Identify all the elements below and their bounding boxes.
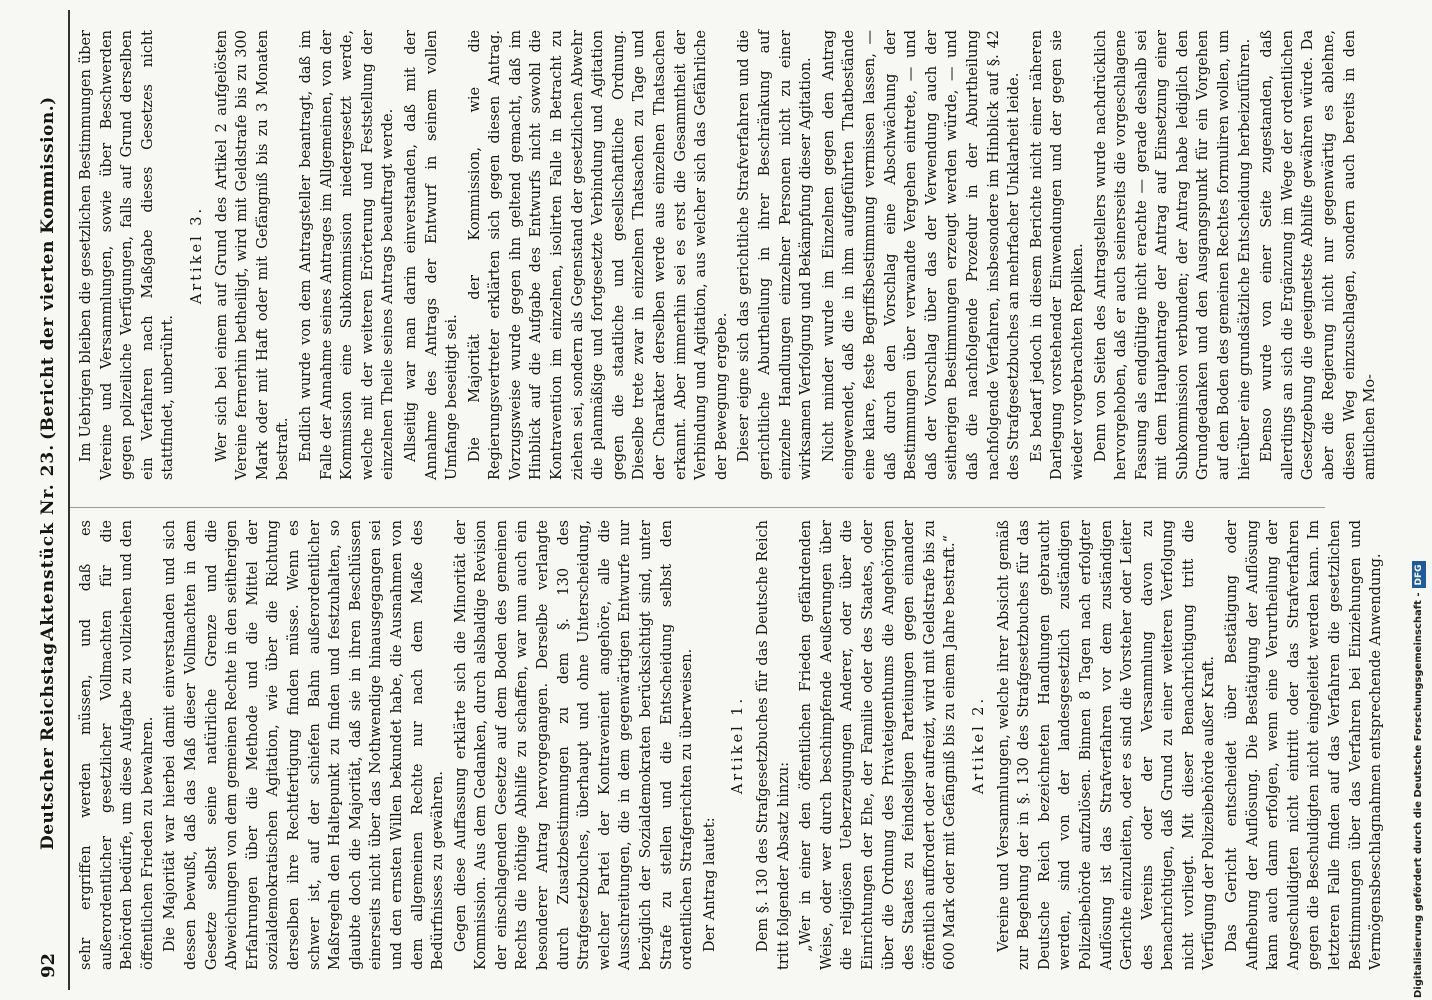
paragraph: Wer sich bei einem auf Grund des Artikel 2 aufgelösten Vereine fernerhin betheiligt, wird mit Geldstrafe bis zu 300 Mark oder mit Haft oder mit Gefängniß bis zu 3 Monaten bestraft. — [213, 30, 292, 480]
column-divider — [70, 507, 1325, 508]
paragraph: Gegen diese Auffassung erklärte sich die Minorität der Kommission. Aus dem Gedanken, durch alsbaldige Revision der einschlagenden Gesetze auf dem Boden des gemeinen Rechts die nöthige Abhilfe zu schaffen, war nun auch ein besonderer Antrag hervorgegangen. Derselbe verlangte durch Zusatzbestimmungen zu dem §. 130 des Strafgesetzbuches, überhaupt und ohne Unterscheidung, welcher Partei der Kontravenient angehöre, alle die Ausschreitungen, die in dem gegenwärtigen Entwurfe nur bezüglich der Sozialdemokraten berücksichtigt sind, unter Strafe zu stellen und die Entscheidung selbst den ordentlichen Strafgerichten zu überweisen. — [452, 520, 696, 970]
article-heading: Artikel 3. — [188, 205, 205, 305]
paragraph: Endlich wurde von dem Antragsteller beantragt, daß im Falle der Annahme seines Antrages im Allgemeinen, von der Kommission eine Subkommission niedergesetzt werde, welche mit der weiteren Erörterung und Feststellung der einzelnen Theile seines Antrags beauftragt werde. — [297, 30, 397, 480]
paragraph: Dieser eigne sich das gerichtliche Strafverfahren und die gerichtliche Aburtheilung in ihrer Beschränkung auf einzelne Handlungen einzelner Personen nicht zu einer wirksamen Verfolgung und Bekämpfung dieser Agitation. — [736, 30, 815, 480]
paragraph: sehr ergriffen werden müssen, und daß es außerordentlicher gesetzlicher Vollmachten für die Behörden bedürfe, um diese Aufgabe zu vollziehen und den öffentlichen Frieden zu bewahren. — [78, 520, 156, 970]
paragraph: Ebenso wurde von einer Seite zugestanden, daß allerdings an sich die Ergänzung im Wege der ordentlichen Gesetzgebung die geeignetste Abhilfe gewähren würde. Da aber die Regierung nicht nur gegenwärtig es ablehne, diesen Weg einzuschlagen, sondern auch bereits in den amtlichen Mo- — [1259, 30, 1379, 480]
paragraph: Das Gericht entscheidet über Bestätigung oder Aufhebung der Auflösung. Die Bestätigung der Auflösung kann auch dann erfolgen, wenn eine Verurtheilung der Angeschuldigten nicht eintritt oder das Strafverfahren gegen die Beschuldigten nicht eingeleitet werden kann. Im letzteren Falle finden auf das Verfahren die gesetzlichen Bestimmungen über das Verfahren bei Einziehungen und Vermögensbeschlagnahmen entsprechende Anwendung. — [1224, 520, 1385, 970]
paragraph: Denn von Seiten des Antragstellers wurde nachdrücklich hervorgehoben, daß er auch seinerseits die vorgeschlagene Fassung als endgültige nicht erachte — gerade deshalb sei mit dem Hauptantrage der Antrag auf Einsetzung einer Subkommission verbunden; der Antrag habe lediglich den Grundgedanken und den Ausgangspunkt für ein Vorgehen auf dem Boden des gemeinen Rechtes formuliren wollen, um hierüber eine grundsätzliche Entscheidung herbeizuführen. — [1092, 30, 1253, 480]
page-number: 92 — [38, 952, 59, 978]
credit-text: Digitalisierung gefördert durch die Deutsche Forschungsgemeinschaft - — [1413, 592, 1424, 998]
right-column — [76, 30, 1383, 480]
paragraph: Vereine und Versammlungen, welche ihrer Absicht gemäß zur Begehung der in §. 130 des Strafgesetzbuches für das Deutsche Reich bezeichneten Handlungen gebraucht werden, sind von der landesgesetzlich zuständigen Polizeibehörde aufzulösen. Binnen 8 Tagen nach erfolgter Auflösung ist das Strafverfahren vor dem zuständigen Gerichte einzuleiten, oder es sind die Vorsteher oder Leiter des Vereins oder der Versammlung davon zu benachrichtigen, daß Grund zu einer weiteren Verfolgung nicht vorliegt. Mit dieser Benachrichtigung tritt die Verfügung der Polizeibehörde außer Kraft. — [995, 520, 1218, 970]
article-heading: Artikel 2. — [970, 695, 987, 795]
paragraph: Die Majorität war hierbei damit einverstanden und sich dessen bewußt, daß das Maß dieser Vollmachten in dem Gesetze selbst seine natürliche Grenze und die Abweichungen von dem gemeinen Rechte in den seitherigen Erfahrungen über die Methode und die Mittel der sozialdemokratischen Agitation, wie über die Richtung derselben ihre Rechtfertigung finden müsse. Wenn es schwer ist, auf der schiefen Bahn außerordentlicher Maßregeln den Haltepunkt zu finden und festzuhalten, so glaubte doch die Majorität, daß sie in ihren Beschlüssen einerseits nicht über das Nothwendige hinausgegangen sei und den ernsten Willen bekundet habe, die Ausnahmen von dem allgemeinen Rechte nur nach dem Maße des Bedürfnisses zu gewähren. — [162, 520, 447, 970]
credit-text-line — [1408, 8, 1430, 998]
paragraph: Im Uebrigen bleiben die gesetzlichen Bestimmungen über Vereine und Versammlungen, sowie über Beschwerden gegen polizeiliche Verfügungen, falls auf Grund derselben ein Verfahren nach Maßgabe dieses Gesetzes nicht stattfindet, unberührt. — [78, 30, 177, 480]
paragraph: Nicht minder wurde im Einzelnen gegen den Antrag eingewendet, daß die in ihm aufgeführten Thatbestände eine klare, feste Begriffsbestimmung vermissen lassen, — daß durch den Vorschlag eine Abschwächung der Bestimmungen über verwandte Vergehen eintrete, — und daß der Vorschlag über das der Verwendung auch der seitherigen Bestimmungen erzeugt werden würde, — und daß die nachfolgende Prozedur in der Aburtheilung nachfolgende Verfahren, insbesondere im Hinblick auf §. 42 des Strafgesetzbuches an mehrfacher Unklarheit leide. — [820, 30, 1023, 480]
paragraph: Dem §. 130 des Strafgesetzbuches für das Deutsche Reich tritt folgender Absatz hinzu: — [755, 520, 792, 970]
left-column — [76, 520, 1389, 970]
paragraph: Allseitig war man darin einverstanden, daß mit der Annahme des Antrags der Entwurf in seinem vollen Umfange beseitigt sei. — [402, 30, 461, 480]
digitization-credit — [1408, 8, 1430, 998]
header-right-title: (Bericht der vierten Kommission.) — [38, 96, 58, 440]
paragraph: Es bedarf jedoch in diesem Berichte nicht einer näheren Darlegung vorstehender Einwendungen und der gegen sie wieder vorgebrachten Repliken. — [1028, 30, 1086, 480]
header-rule — [68, 10, 70, 990]
header-left-title: Deutscher Reichstag. — [38, 635, 58, 850]
dfg-logo[interactable]: DFG — [1412, 561, 1426, 588]
quoted-paragraph: „Wer in einer den öffentlichen Frieden gefährdenden Weise, oder wer durch beschimpfende Aeußerungen über die religiösen Ueberzeugungen Anderer, oder über die Einrichtungen der Ehe, der Familie oder des Staates, oder über die Ordnung des Privateigenthums die Angehörigen des Staates zu feindseligen Parteiungen gegen einander öffentlich auffordert oder aufreizt, wird mit Geldstrafe bis zu 600 Mark oder mit Gefängniß bis zu einem Jahre bestraft.“ — [798, 520, 959, 970]
article-heading: Artikel 1. — [730, 695, 747, 795]
page-header — [30, 0, 70, 1000]
paragraph: Die Majorität der Kommission, wie die Regierungsvertreter erklärten sich gegen diesen Antrag. Vorzugsweise wurde gegen ihn geltend gemacht, daß im Hinblick auf die Aufgabe des Entwurfs nicht sowohl die Kontravention im einzelnen, isolirten Falle in Betracht zu ziehen sei, sondern als Gegenstand der gesetzlichen Abwehr die planmäßige und fortgesetzte Verbindung und Agitation gegen die staatliche und gesellschaftliche Ordnung. Dieselbe trete zwar in einzelnen Thatsachen zu Tage und der Charakter derselben werde aus einzelnen Thatsachen erkannt. Aber immerhin sei es erst die Gesammtheit der Verbindung und Agitation, aus welcher sich das Gefährliche der Bewegung ergebe. — [466, 30, 730, 480]
header-middle-title: Aktenstück Nr. 23. — [38, 443, 58, 640]
paragraph: Der Antrag lautet: — [701, 817, 718, 952]
